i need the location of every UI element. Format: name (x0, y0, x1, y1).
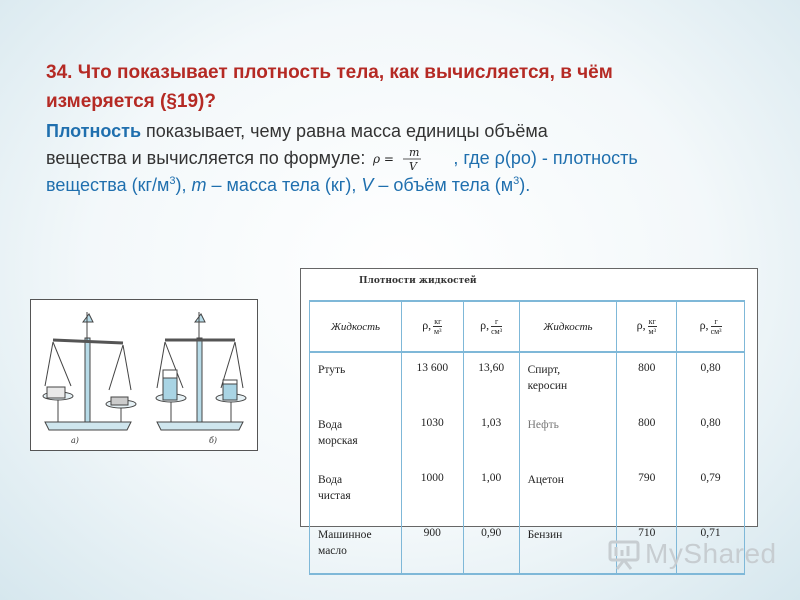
units-text-e: ). (519, 175, 531, 195)
units-text-b: ), (175, 175, 192, 195)
myshared-watermark (607, 536, 777, 572)
figure-label-b: б) (209, 436, 218, 445)
header-density-kg-1: ρ, кг м³ (401, 301, 463, 352)
cell-kg: 800 (617, 408, 677, 463)
figure-label-a: а) (71, 436, 79, 445)
cell-kg: 13 600 (401, 352, 463, 408)
cell-kg: 1000 (401, 463, 463, 518)
cell-liquid-2: Бензин (519, 518, 617, 574)
cell-liquid-1: Вода морская (310, 408, 402, 463)
watermark-text: MyShared (645, 538, 777, 569)
formula-lhs: ρ = (373, 152, 395, 166)
scale-b (156, 312, 246, 430)
units-text-a: вещества (кг/м (46, 175, 170, 195)
mass-symbol: m (191, 175, 207, 195)
header-density-g-1: ρ, г см³ (463, 301, 519, 352)
header-density-g-2: ρ, г см³ (677, 301, 745, 352)
superscript-3b: 3 (513, 175, 520, 187)
definition-line-2 (46, 145, 776, 172)
definition-line-3 (46, 172, 776, 199)
cell-g: 0,80 (677, 408, 745, 463)
cell-liquid-1: Машинное масло (310, 518, 402, 574)
cell-g: 13,60 (463, 352, 519, 408)
units-text-c: – масса тела (кг), (206, 175, 362, 195)
definition-text-1: показывает, чему равна масса единицы объёма (141, 121, 548, 141)
superscript-3: 3 (169, 175, 176, 187)
definition-line-1 (46, 118, 776, 145)
table-row (310, 352, 745, 408)
cell-kg: 710 (617, 518, 677, 574)
cell-liquid-1: Вода чистая (310, 463, 402, 518)
balance-scales-figure (30, 299, 258, 451)
units-text-d: – объём тела (м (373, 175, 514, 195)
table-title: Плотности жидкостей (359, 276, 477, 286)
header-liquid-2: Жидкость (519, 301, 617, 352)
cell-g: 0,80 (677, 352, 745, 408)
formula-numerator: m (409, 146, 420, 159)
heading-line-1: 34. Что показывает плотность тела, как вычисляется, в чём (46, 62, 613, 83)
definition-text-2: вещества и вычисляется по формуле: (46, 148, 366, 168)
cell-liquid-1: Ртуть (310, 352, 402, 408)
cell-g: 1,03 (463, 408, 519, 463)
balance-scales-illustration (31, 300, 257, 450)
cell-kg: 900 (401, 518, 463, 574)
scale-a (43, 312, 136, 430)
density-formula (371, 146, 451, 172)
header-density-kg-2: ρ, кг м³ (617, 301, 677, 352)
header-liquid-1: Жидкость (310, 301, 402, 352)
cell-kg: 1030 (401, 408, 463, 463)
cell-liquid-2: Ацетон (519, 463, 617, 518)
cell-kg: 790 (617, 463, 677, 518)
volume-symbol: V (361, 175, 374, 195)
cell-g: 0,90 (463, 518, 519, 574)
cell-kg: 800 (617, 352, 677, 408)
heading-line-2: измеряется (§19)? (46, 91, 216, 112)
table-row (310, 408, 745, 463)
term-density: Плотность (46, 121, 142, 141)
liquid-density-table (309, 300, 745, 575)
table-header-row (310, 301, 745, 352)
definition-text (46, 118, 776, 199)
question-heading (46, 58, 766, 116)
cell-g: 1,00 (463, 463, 519, 518)
cell-g: 0,79 (677, 463, 745, 518)
presentation-board-icon (607, 537, 641, 571)
cell-liquid-2: Спирт, керосин (519, 352, 617, 408)
definition-text-3: , где ρ(ро) - плотность (453, 148, 638, 168)
cell-liquid-2: Нефть (519, 408, 617, 463)
formula-denominator: V (409, 160, 418, 172)
table-row (310, 463, 745, 518)
cell-g: 0,71 (677, 518, 745, 574)
